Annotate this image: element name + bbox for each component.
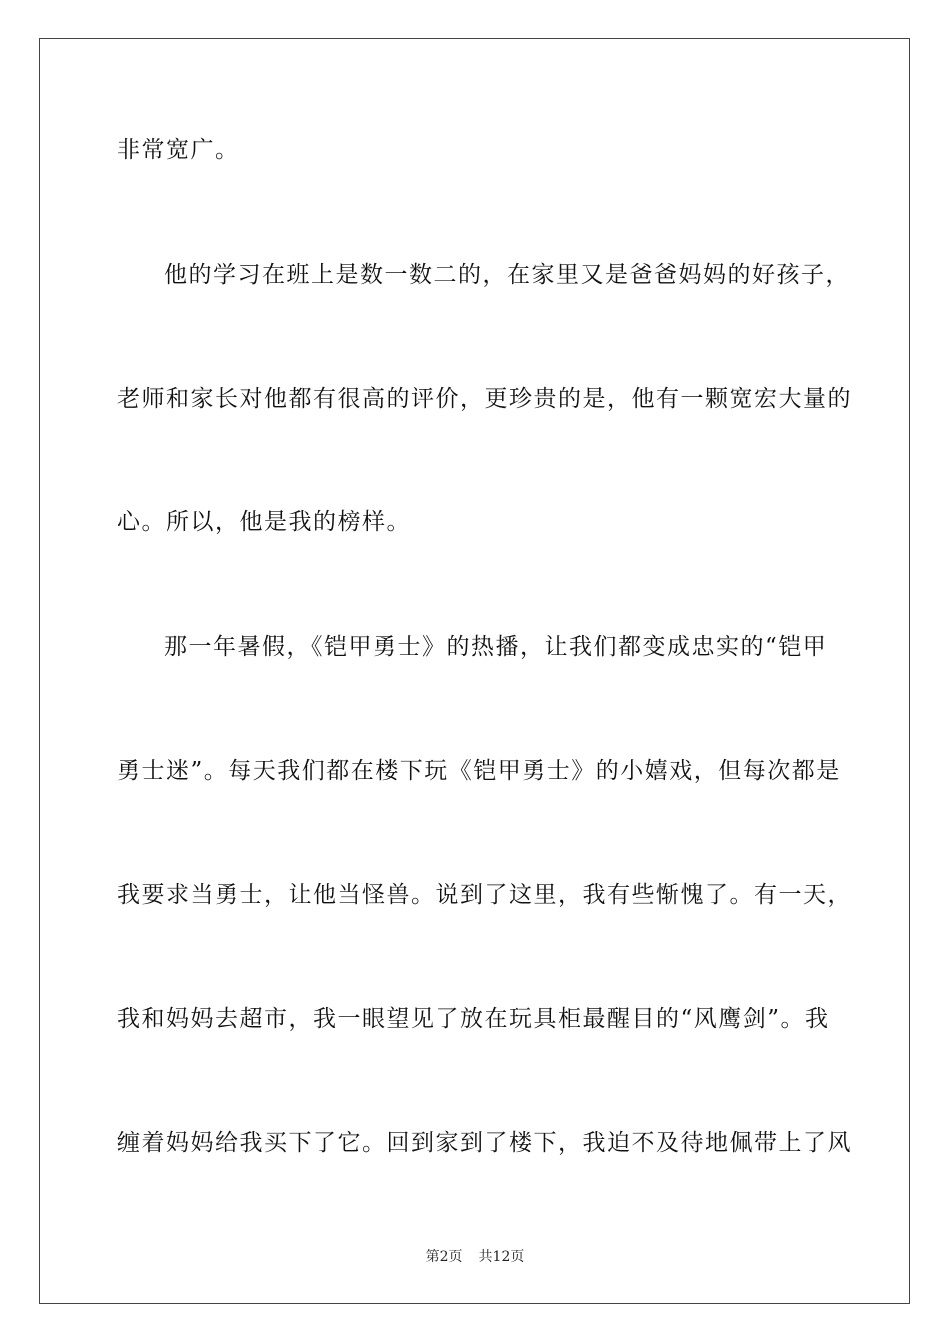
text-line-8: 我和妈妈去超市，我一眼望见了放在玩具柜最醒目的“风鹰剑”。我 bbox=[117, 1006, 830, 1032]
text-line-9: 缠着妈妈给我买下了它。回到家到了楼下，我迫不及待地佩带上了风 bbox=[117, 1130, 852, 1156]
text-line-3: 老师和家长对他都有很高的评价，更珍贵的是，他有一颗宽宏大量的 bbox=[117, 386, 852, 412]
text-line-4: 心。所以，他是我的榜样。 bbox=[117, 509, 411, 535]
text-line-6: 勇士迷”。每天我们都在楼下玩《铠甲勇士》的小嬉戏，但每次都是 bbox=[117, 758, 841, 784]
page-footer bbox=[0, 1247, 950, 1267]
page-border bbox=[39, 38, 910, 1304]
text-line-2: 他的学习在班上是数一数二的，在家里又是爸爸妈妈的好孩子， bbox=[164, 262, 850, 288]
text-line-1: 非常宽广。 bbox=[117, 137, 240, 163]
text-line-7: 我要求当勇士，让他当怪兽。说到了这里，我有些惭愧了。有一天， bbox=[117, 882, 852, 908]
text-line-5: 那一年暑假，《铠甲勇士》的热播，让我们都变成忠实的“铠甲 bbox=[164, 634, 828, 660]
page-number: 第2页 bbox=[425, 1249, 463, 1265]
page-total: 共12页 bbox=[478, 1249, 525, 1265]
